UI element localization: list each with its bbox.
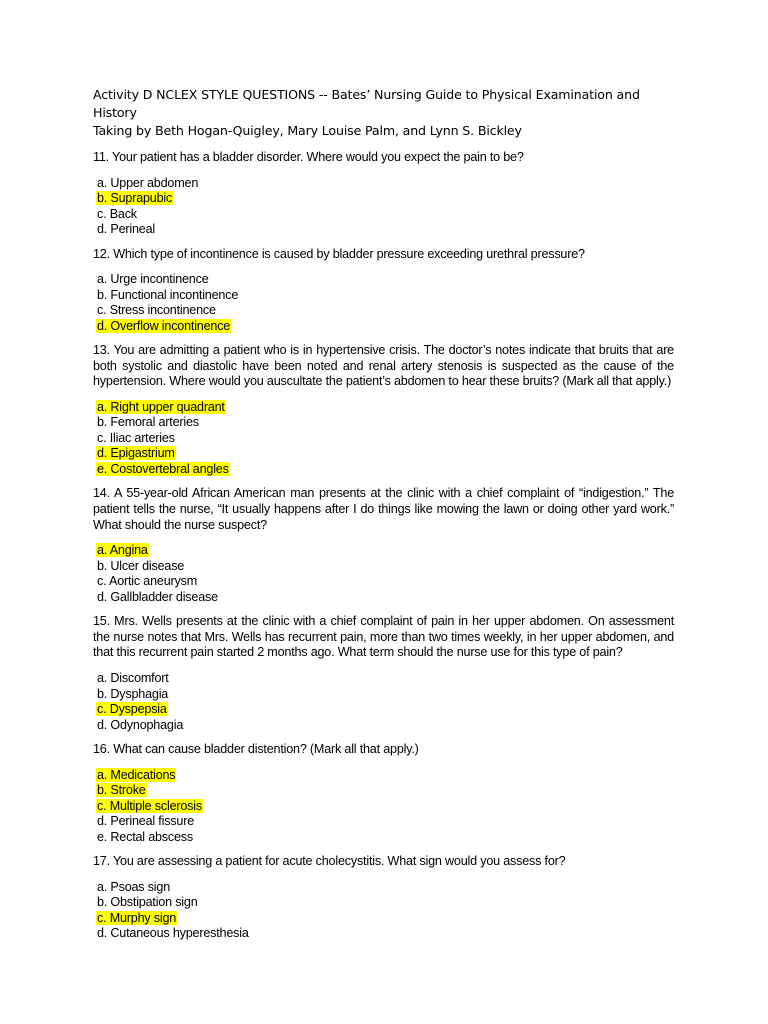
answer-options (96, 768, 674, 846)
question-block (93, 854, 674, 942)
answer-option (96, 559, 674, 575)
answer-options (96, 671, 674, 733)
answer-option-text: c. Multiple sclerosis (97, 798, 202, 813)
answer-option-highlighted (96, 191, 674, 207)
answer-option-text: a. Angina (97, 543, 148, 558)
answer-option-text: d. Perineal (97, 222, 156, 237)
answer-option-text: c. Dyspepsia (97, 702, 167, 717)
question-text: 13. You are admitting a patient who is in hypertensive crisis. The doctor’s notes indicate that bruits that are both systolic and diastolic have been noted and renal artery stenosis is suspected as the cause of the hypertension. Where would you auscultate the patient’s abdomen to hear these bruits? (Mark all that apply.) (93, 343, 674, 389)
question-block (93, 247, 674, 335)
answer-option (96, 830, 674, 846)
answer-option-text: a. Discomfort (97, 671, 169, 686)
answer-option-highlighted (96, 446, 674, 462)
question-text: 11. Your patient has a bladder disorder. Where would you expect the pain to be? (93, 150, 524, 164)
answer-option (96, 288, 674, 304)
answer-option-highlighted (96, 783, 674, 799)
question-text: 14. A 55-year-old African American man presents at the clinic with a chief complaint of “indigestion.” The patient tells the nurse, “It usually happens after I do things like mowing the lawn or doing other yard work.” What should the nurse suspect? (93, 486, 674, 532)
answer-options (96, 880, 674, 942)
question-text: 12. Which type of incontinence is caused by bladder pressure exceeding urethral pressure? (93, 246, 585, 261)
answer-option-text: a. Urge incontinence (97, 272, 209, 287)
answer-option (96, 718, 674, 734)
question-block (93, 486, 674, 605)
answer-option (96, 431, 674, 447)
answer-option (96, 814, 674, 830)
answer-option-text: a. Medications (97, 767, 176, 782)
answer-option (96, 687, 674, 703)
answer-option-text: d. Odynophagia (97, 717, 184, 732)
answer-option-highlighted (96, 543, 674, 559)
answer-option (96, 272, 674, 288)
answer-option (96, 880, 674, 896)
answer-option-highlighted (96, 911, 674, 927)
answer-option-highlighted (96, 799, 674, 815)
answer-option-text: a. Right upper quadrant (97, 399, 225, 414)
title-line-1: Activity D NCLEX STYLE QUESTIONS -- Bates’ Nursing Guide to Physical Examination and History (93, 87, 640, 120)
question-block (93, 742, 674, 845)
answer-option (96, 222, 674, 238)
answer-options (96, 176, 674, 238)
answer-option-text: d. Perineal fissure (97, 814, 194, 829)
answer-option-text: b. Ulcer disease (97, 558, 185, 573)
answer-option-highlighted (96, 702, 674, 718)
answer-option-text: c. Iliac arteries (97, 430, 175, 445)
answer-option-text: b. Functional incontinence (97, 287, 239, 302)
answer-option-text: d. Cutaneous hyperesthesia (97, 926, 249, 941)
answer-option-highlighted (96, 462, 674, 478)
answer-option (96, 574, 674, 590)
answer-option-text: b. Suprapubic (97, 191, 173, 206)
question-block (93, 614, 674, 733)
answer-option-highlighted (96, 768, 674, 784)
title-line-2: Taking by Beth Hogan-Quigley, Mary Louise Palm, and Lynn S. Bickley (93, 123, 522, 138)
answer-option (96, 303, 674, 319)
answer-option-text: e. Rectal abscess (97, 829, 193, 844)
question-list (93, 150, 674, 942)
answer-option-text: d. Epigastrium (97, 446, 175, 461)
answer-options (96, 272, 674, 334)
answer-option-text: b. Dysphagia (97, 686, 169, 701)
answer-option (96, 590, 674, 606)
answer-option (96, 926, 674, 942)
answer-option (96, 176, 674, 192)
answer-option-text: a. Psoas sign (97, 879, 171, 894)
question-text: 15. Mrs. Wells presents at the clinic with a chief complaint of pain in her upper abdomen. On assessment the nurse notes that Mrs. Wells has recurrent pain, more than two times weekly, in her upper abdomen, and that this recurrent pain started 2 months ago. What term should the nurse use for this type of pain? (93, 614, 674, 660)
answer-option (96, 671, 674, 687)
answer-option-text: b. Stroke (97, 783, 146, 798)
question-block (93, 150, 674, 238)
answer-option-text: c. Stress incontinence (97, 303, 216, 318)
answer-option-text: c. Murphy sign (97, 910, 177, 925)
answer-option-text: d. Gallbladder disease (97, 589, 218, 604)
answer-option-text: d. Overflow incontinence (97, 318, 231, 333)
document-page (93, 86, 674, 951)
answer-option (96, 415, 674, 431)
answer-option-highlighted (96, 400, 674, 416)
answer-option-text: c. Back (97, 206, 137, 221)
answer-option-text: b. Obstipation sign (97, 895, 198, 910)
answer-option (96, 895, 674, 911)
answer-options (96, 543, 674, 605)
question-text: 17. You are assessing a patient for acute cholecystitis. What sign would you assess for? (93, 854, 566, 869)
answer-options (96, 400, 674, 478)
question-block (93, 343, 674, 477)
question-text: 16. What can cause bladder distention? (Mark all that apply.) (93, 742, 419, 757)
document-title (93, 86, 674, 140)
answer-option-text: c. Aortic aneurysm (97, 574, 197, 589)
answer-option-highlighted (96, 319, 674, 335)
answer-option-text: b. Femoral arteries (97, 415, 199, 430)
answer-option-text: a. Upper abdomen (97, 175, 199, 190)
answer-option (96, 207, 674, 223)
answer-option-text: e. Costovertebral angles (97, 461, 229, 476)
